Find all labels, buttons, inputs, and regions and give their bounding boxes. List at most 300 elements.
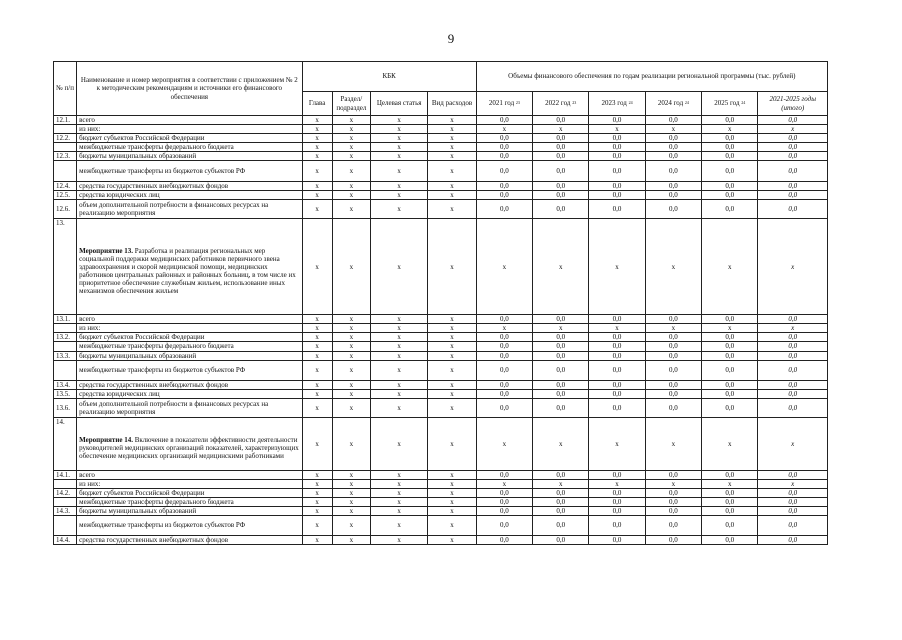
kbk-cell: x xyxy=(370,191,427,200)
year-cell: 0,0 xyxy=(533,182,589,191)
row-number xyxy=(54,479,77,488)
year-cell: 0,0 xyxy=(702,488,758,497)
year-cell: x xyxy=(702,417,758,470)
year-cell: 0,0 xyxy=(645,182,701,191)
row-number: 13.5. xyxy=(54,389,77,398)
year-cell: 0,0 xyxy=(702,351,758,360)
header-2022: 2022 год 23 xyxy=(533,92,589,116)
table-row xyxy=(54,116,828,125)
year-cell: 0,0 xyxy=(702,497,758,506)
row-number: 13.3. xyxy=(54,351,77,360)
kbk-cell: x xyxy=(332,380,370,389)
year-cell: x xyxy=(476,219,532,315)
kbk-cell: x xyxy=(428,200,476,219)
total-cell: x xyxy=(758,219,828,315)
row-number xyxy=(54,360,77,380)
header-2025: 2025 год 24 xyxy=(702,92,758,116)
table-row xyxy=(54,417,828,470)
year-cell: 0,0 xyxy=(476,470,532,479)
total-cell: 0,0 xyxy=(758,535,828,544)
kbk-cell: x xyxy=(370,342,427,351)
kbk-cell: x xyxy=(428,389,476,398)
year-cell: 0,0 xyxy=(533,488,589,497)
year-cell: 0,0 xyxy=(589,182,645,191)
kbk-cell: x xyxy=(302,125,332,134)
kbk-cell: x xyxy=(332,351,370,360)
year-cell: 0,0 xyxy=(589,134,645,143)
year-cell: 0,0 xyxy=(645,515,701,535)
kbk-cell: x xyxy=(332,315,370,324)
total-cell: 0,0 xyxy=(758,116,828,125)
year-cell: 0,0 xyxy=(702,380,758,389)
row-number: 13.6. xyxy=(54,398,77,417)
year-cell: 0,0 xyxy=(702,360,758,380)
year-cell: x xyxy=(589,417,645,470)
year-cell: x xyxy=(476,479,532,488)
year-cell: 0,0 xyxy=(476,497,532,506)
total-cell: x xyxy=(758,479,828,488)
year-cell: 0,0 xyxy=(702,515,758,535)
kbk-cell: x xyxy=(428,161,476,182)
year-cell: 0,0 xyxy=(645,351,701,360)
kbk-cell: x xyxy=(302,470,332,479)
row-name: средства государственных внебюджетных фондов xyxy=(77,182,302,191)
kbk-cell: x xyxy=(332,515,370,535)
table-row xyxy=(54,380,828,389)
year-cell: 0,0 xyxy=(589,506,645,515)
kbk-cell: x xyxy=(302,324,332,333)
year-cell: 0,0 xyxy=(533,134,589,143)
row-number: 12.4. xyxy=(54,182,77,191)
kbk-cell: x xyxy=(370,143,427,152)
kbk-cell: x xyxy=(302,488,332,497)
year-cell: 0,0 xyxy=(645,161,701,182)
year-cell: 0,0 xyxy=(533,380,589,389)
year-cell: 0,0 xyxy=(476,143,532,152)
kbk-cell: x xyxy=(332,360,370,380)
year-cell: 0,0 xyxy=(702,161,758,182)
table-row xyxy=(54,515,828,535)
row-name: средства государственных внебюджетных фондов xyxy=(77,380,302,389)
kbk-cell: x xyxy=(332,200,370,219)
year-cell: 0,0 xyxy=(533,315,589,324)
table-row xyxy=(54,360,828,380)
kbk-cell: x xyxy=(302,315,332,324)
year-cell: 0,0 xyxy=(533,535,589,544)
year-cell: x xyxy=(533,125,589,134)
year-cell: 0,0 xyxy=(702,200,758,219)
row-name: всего xyxy=(77,116,302,125)
total-cell: 0,0 xyxy=(758,342,828,351)
year-cell: x xyxy=(702,324,758,333)
header-vid: Вид расходов xyxy=(428,92,476,116)
row-name: всего xyxy=(77,470,302,479)
row-name: средства государственных внебюджетных фондов xyxy=(77,535,302,544)
kbk-cell: x xyxy=(332,333,370,342)
year-cell: x xyxy=(533,417,589,470)
total-cell: 0,0 xyxy=(758,351,828,360)
year-cell: 0,0 xyxy=(645,191,701,200)
kbk-cell: x xyxy=(428,380,476,389)
kbk-cell: x xyxy=(332,191,370,200)
kbk-cell: x xyxy=(332,161,370,182)
kbk-cell: x xyxy=(302,161,332,182)
year-cell: x xyxy=(589,324,645,333)
year-cell: 0,0 xyxy=(645,333,701,342)
row-name: бюджет субъектов Российской Федерации xyxy=(77,134,302,143)
kbk-cell: x xyxy=(332,152,370,161)
year-cell: x xyxy=(645,219,701,315)
row-name: межбюджетные трансферты из бюджетов субъектов РФ xyxy=(77,360,302,380)
year-cell: 0,0 xyxy=(533,398,589,417)
kbk-cell: x xyxy=(370,125,427,134)
year-cell: 0,0 xyxy=(533,360,589,380)
year-cell: 0,0 xyxy=(476,360,532,380)
measure-description: Включение в показатели эффективности деятельности руководителей медицинских организаций показателей, характеризующих обеспечение медицинских организаций медицинскими работниками xyxy=(79,435,299,460)
row-name: бюджеты муниципальных образований xyxy=(77,152,302,161)
kbk-cell: x xyxy=(428,479,476,488)
kbk-cell: x xyxy=(428,324,476,333)
year-cell: x xyxy=(702,479,758,488)
row-name: объем дополнительной потребности в финансовых ресурсах на реализацию мероприятия xyxy=(77,398,302,417)
row-name: бюджет субъектов Российской Федерации xyxy=(77,488,302,497)
kbk-cell: x xyxy=(428,535,476,544)
year-cell: x xyxy=(645,324,701,333)
year-cell: x xyxy=(476,125,532,134)
header-2023: 2023 год 24 xyxy=(589,92,645,116)
kbk-cell: x xyxy=(302,182,332,191)
kbk-cell: x xyxy=(332,479,370,488)
header-total: 2021-2025 годы (итого) xyxy=(758,92,828,116)
kbk-cell: x xyxy=(428,470,476,479)
kbk-cell: x xyxy=(428,219,476,315)
year-cell: 0,0 xyxy=(476,535,532,544)
row-name: из них: xyxy=(77,324,302,333)
year-cell: 0,0 xyxy=(589,351,645,360)
kbk-cell: x xyxy=(302,360,332,380)
table-row xyxy=(54,125,828,134)
row-number xyxy=(54,515,77,535)
year-cell: 0,0 xyxy=(645,200,701,219)
total-cell: 0,0 xyxy=(758,506,828,515)
kbk-cell: x xyxy=(332,535,370,544)
kbk-cell: x xyxy=(428,191,476,200)
year-cell: x xyxy=(533,219,589,315)
row-name: всего xyxy=(77,315,302,324)
row-number: 14. xyxy=(54,417,77,470)
year-cell: 0,0 xyxy=(645,470,701,479)
year-cell: x xyxy=(589,125,645,134)
total-cell: 0,0 xyxy=(758,470,828,479)
year-cell: 0,0 xyxy=(533,161,589,182)
total-cell: 0,0 xyxy=(758,515,828,535)
row-number: 13.2. xyxy=(54,333,77,342)
total-cell: 0,0 xyxy=(758,191,828,200)
kbk-cell: x xyxy=(302,219,332,315)
year-cell: 0,0 xyxy=(645,360,701,380)
year-cell: 0,0 xyxy=(533,200,589,219)
kbk-cell: x xyxy=(302,497,332,506)
year-cell: 0,0 xyxy=(589,398,645,417)
year-cell: 0,0 xyxy=(533,143,589,152)
kbk-cell: x xyxy=(370,497,427,506)
year-cell: 0,0 xyxy=(645,398,701,417)
kbk-cell: x xyxy=(332,389,370,398)
year-cell: 0,0 xyxy=(589,315,645,324)
year-cell: x xyxy=(645,125,701,134)
year-cell: 0,0 xyxy=(476,488,532,497)
year-cell: 0,0 xyxy=(702,398,758,417)
row-number: 13. xyxy=(54,219,77,315)
row-number: 12.6. xyxy=(54,200,77,219)
row-number: 12.2. xyxy=(54,134,77,143)
kbk-cell: x xyxy=(332,143,370,152)
table-row xyxy=(54,200,828,219)
table-row xyxy=(54,324,828,333)
kbk-cell: x xyxy=(370,152,427,161)
year-cell: 0,0 xyxy=(476,134,532,143)
row-name: средства юридических лиц xyxy=(77,389,302,398)
year-cell: x xyxy=(476,417,532,470)
year-cell: x xyxy=(645,479,701,488)
kbk-cell: x xyxy=(332,182,370,191)
header-volumes: Объемы финансового обеспечения по годам реализации региональной программы (тыс. рублей) xyxy=(476,62,827,92)
kbk-cell: x xyxy=(302,116,332,125)
kbk-cell: x xyxy=(428,360,476,380)
year-cell: 0,0 xyxy=(589,152,645,161)
year-cell: 0,0 xyxy=(476,389,532,398)
row-number: 14.1. xyxy=(54,470,77,479)
year-cell: 0,0 xyxy=(702,342,758,351)
year-cell: 0,0 xyxy=(589,535,645,544)
kbk-cell: x xyxy=(332,219,370,315)
row-name xyxy=(77,417,302,470)
row-name: из них: xyxy=(77,479,302,488)
header-razdel: Раздел/ подраздел xyxy=(332,92,370,116)
row-number xyxy=(54,161,77,182)
year-cell: 0,0 xyxy=(533,116,589,125)
year-cell: 0,0 xyxy=(476,398,532,417)
year-cell: 0,0 xyxy=(702,315,758,324)
kbk-cell: x xyxy=(428,152,476,161)
kbk-cell: x xyxy=(332,506,370,515)
kbk-cell: x xyxy=(428,417,476,470)
row-number xyxy=(54,143,77,152)
year-cell: 0,0 xyxy=(533,470,589,479)
year-cell: 0,0 xyxy=(702,506,758,515)
total-cell: 0,0 xyxy=(758,182,828,191)
year-cell: 0,0 xyxy=(589,200,645,219)
table-row xyxy=(54,470,828,479)
kbk-cell: x xyxy=(302,134,332,143)
kbk-cell: x xyxy=(370,200,427,219)
kbk-cell: x xyxy=(332,116,370,125)
year-cell: 0,0 xyxy=(533,515,589,535)
kbk-cell: x xyxy=(370,219,427,315)
year-cell: 0,0 xyxy=(476,342,532,351)
year-cell: 0,0 xyxy=(702,182,758,191)
row-number: 13.4. xyxy=(54,380,77,389)
year-cell: 0,0 xyxy=(533,191,589,200)
kbk-cell: x xyxy=(428,342,476,351)
total-cell: 0,0 xyxy=(758,398,828,417)
kbk-cell: x xyxy=(428,125,476,134)
year-cell: 0,0 xyxy=(589,360,645,380)
row-name: бюджет субъектов Российской Федерации xyxy=(77,333,302,342)
kbk-cell: x xyxy=(428,116,476,125)
kbk-cell: x xyxy=(428,134,476,143)
total-cell: 0,0 xyxy=(758,360,828,380)
total-cell: 0,0 xyxy=(758,143,828,152)
year-cell: 0,0 xyxy=(476,506,532,515)
table-row xyxy=(54,351,828,360)
year-cell: 0,0 xyxy=(476,116,532,125)
year-cell: 0,0 xyxy=(476,315,532,324)
kbk-cell: x xyxy=(428,398,476,417)
kbk-cell: x xyxy=(302,200,332,219)
kbk-cell: x xyxy=(428,497,476,506)
row-number: 14.3. xyxy=(54,506,77,515)
kbk-cell: x xyxy=(370,116,427,125)
kbk-cell: x xyxy=(302,342,332,351)
measure-title: Мероприятие 14. xyxy=(79,435,133,444)
row-number xyxy=(54,497,77,506)
year-cell: 0,0 xyxy=(533,152,589,161)
year-cell: x xyxy=(589,219,645,315)
year-cell: 0,0 xyxy=(589,116,645,125)
year-cell: 0,0 xyxy=(533,342,589,351)
kbk-cell: x xyxy=(370,380,427,389)
year-cell: 0,0 xyxy=(645,143,701,152)
row-number: 14.2. xyxy=(54,488,77,497)
year-cell: 0,0 xyxy=(533,389,589,398)
kbk-cell: x xyxy=(332,470,370,479)
year-cell: 0,0 xyxy=(533,497,589,506)
year-cell: 0,0 xyxy=(589,497,645,506)
kbk-cell: x xyxy=(302,333,332,342)
year-cell: 0,0 xyxy=(533,351,589,360)
row-name: межбюджетные трансферты федерального бюджета xyxy=(77,342,302,351)
year-cell: x xyxy=(589,479,645,488)
kbk-cell: x xyxy=(332,342,370,351)
row-name: межбюджетные трансферты федерального бюджета xyxy=(77,143,302,152)
year-cell: 0,0 xyxy=(645,152,701,161)
kbk-cell: x xyxy=(370,389,427,398)
kbk-cell: x xyxy=(370,315,427,324)
header-celevaya: Целевая статья xyxy=(370,92,427,116)
row-name: бюджеты муниципальных образований xyxy=(77,351,302,360)
row-name: межбюджетные трансферты из бюджетов субъектов РФ xyxy=(77,515,302,535)
row-name: средства юридических лиц xyxy=(77,191,302,200)
kbk-cell: x xyxy=(370,417,427,470)
row-name xyxy=(77,219,302,315)
kbk-cell: x xyxy=(302,479,332,488)
kbk-cell: x xyxy=(370,398,427,417)
total-cell: 0,0 xyxy=(758,389,828,398)
year-cell: 0,0 xyxy=(645,497,701,506)
table-row xyxy=(54,535,828,544)
row-number: 13.1. xyxy=(54,315,77,324)
kbk-cell: x xyxy=(370,515,427,535)
row-number: 12.1. xyxy=(54,116,77,125)
table-row xyxy=(54,143,828,152)
year-cell: 0,0 xyxy=(589,333,645,342)
table-row xyxy=(54,506,828,515)
kbk-cell: x xyxy=(370,360,427,380)
year-cell: 0,0 xyxy=(476,182,532,191)
year-cell: 0,0 xyxy=(702,470,758,479)
kbk-cell: x xyxy=(302,152,332,161)
year-cell: 0,0 xyxy=(702,134,758,143)
header-kbk: КБК xyxy=(302,62,476,92)
year-cell: 0,0 xyxy=(702,535,758,544)
year-cell: x xyxy=(533,479,589,488)
year-cell: 0,0 xyxy=(645,342,701,351)
kbk-cell: x xyxy=(332,398,370,417)
table-row xyxy=(54,342,828,351)
row-name: межбюджетные трансферты федерального бюджета xyxy=(77,497,302,506)
table-row xyxy=(54,161,828,182)
total-cell: x xyxy=(758,417,828,470)
year-cell: 0,0 xyxy=(589,470,645,479)
kbk-cell: x xyxy=(428,315,476,324)
year-cell: 0,0 xyxy=(476,351,532,360)
kbk-cell: x xyxy=(428,351,476,360)
table-row xyxy=(54,488,828,497)
year-cell: x xyxy=(645,417,701,470)
total-cell: 0,0 xyxy=(758,380,828,389)
year-cell: 0,0 xyxy=(476,380,532,389)
kbk-cell: x xyxy=(332,497,370,506)
year-cell: 0,0 xyxy=(533,333,589,342)
table-row xyxy=(54,182,828,191)
measure-description: Разработка и реализация региональных мер социальной поддержки медицинских работников первичного звена здравоохранения и скорой медицинской помощи, медицинских работников центральных районных и районных больниц, в том числе их приоритетное обеспечение служебным жильем, использование иных механизмов обеспечения жильем xyxy=(79,246,296,295)
year-cell: 0,0 xyxy=(702,191,758,200)
total-cell: 0,0 xyxy=(758,488,828,497)
total-cell: 0,0 xyxy=(758,200,828,219)
kbk-cell: x xyxy=(370,324,427,333)
table-row xyxy=(54,315,828,324)
kbk-cell: x xyxy=(302,380,332,389)
year-cell: 0,0 xyxy=(702,143,758,152)
row-number xyxy=(54,125,77,134)
header-name: Наименование и номер мероприятия в соответствии с приложением № 2 к методическим рекомендациям и источники его финансового обеспечения xyxy=(77,62,302,116)
header-number: № п/п xyxy=(54,62,77,116)
year-cell: 0,0 xyxy=(702,152,758,161)
kbk-cell: x xyxy=(332,125,370,134)
year-cell: 0,0 xyxy=(476,191,532,200)
year-cell: 0,0 xyxy=(702,333,758,342)
kbk-cell: x xyxy=(428,488,476,497)
year-cell: 0,0 xyxy=(645,506,701,515)
row-name: межбюджетные трансферты из бюджетов субъектов РФ xyxy=(77,161,302,182)
year-cell: 0,0 xyxy=(589,380,645,389)
kbk-cell: x xyxy=(302,398,332,417)
year-cell: 0,0 xyxy=(645,535,701,544)
total-cell: x xyxy=(758,125,828,134)
table-row xyxy=(54,219,828,315)
kbk-cell: x xyxy=(428,506,476,515)
year-cell: 0,0 xyxy=(589,161,645,182)
row-number xyxy=(54,324,77,333)
total-cell: 0,0 xyxy=(758,152,828,161)
total-cell: 0,0 xyxy=(758,134,828,143)
table-row xyxy=(54,152,828,161)
year-cell: 0,0 xyxy=(589,191,645,200)
row-number: 12.5. xyxy=(54,191,77,200)
row-number xyxy=(54,342,77,351)
table-row xyxy=(54,497,828,506)
